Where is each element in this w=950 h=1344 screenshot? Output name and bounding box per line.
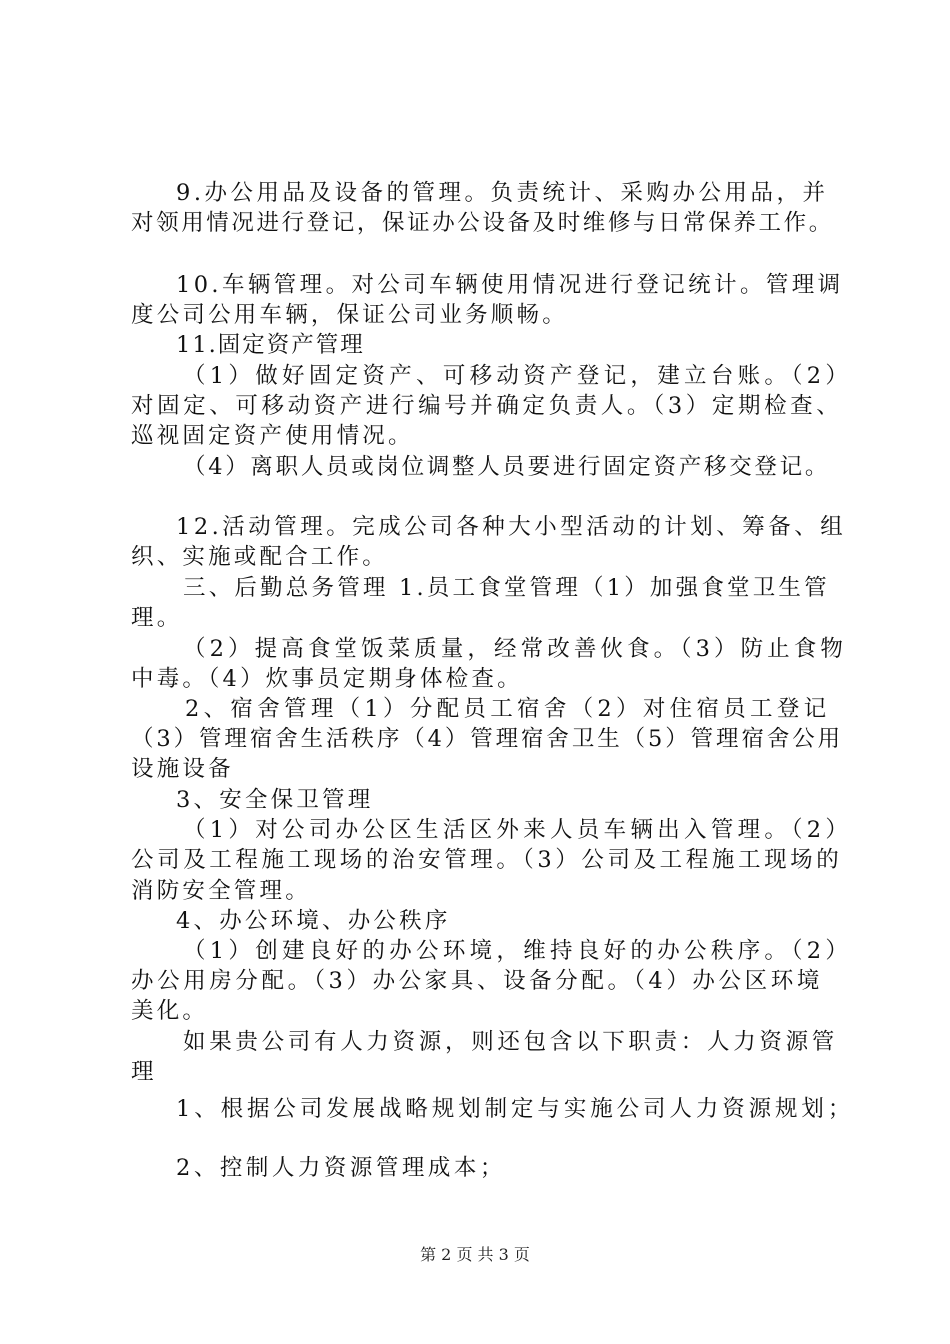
text-line: 美化。 xyxy=(131,998,209,1024)
text-line: 消防安全管理。 xyxy=(131,878,311,904)
text-line: 办公用房分配。（3）办公家具、设备分配。（4）办公区环境 xyxy=(131,968,823,994)
text-line: 4、办公环境、办公秩序 xyxy=(176,908,451,934)
text-line: 度公司公用车辆，保证公司业务顺畅。 xyxy=(131,302,568,328)
text-line: 11.固定资产管理 xyxy=(176,332,365,358)
text-line: 3、安全保卫管理 xyxy=(176,787,374,813)
text-line: 对领用情况进行登记，保证办公设备及时维修与日常保养工作。 xyxy=(131,210,834,236)
text-line: 1、根据公司发展战略规划制定与实施公司人力资源规划； xyxy=(176,1096,855,1122)
text-line: 对固定、可移动资产进行编号并确定负责人。（3）定期检查、 xyxy=(131,393,843,419)
text-line: 巡视固定资产使用情况。 xyxy=(131,423,414,449)
text-line: （1）创建良好的办公环境，维持良好的办公秩序。（2） xyxy=(183,938,853,964)
text-line: 12.活动管理。完成公司各种大小型活动的计划、筹备、组 xyxy=(176,514,847,540)
text-line: 2、宿舍管理（1）分配员工宿舍（2）对住宿员工登记 xyxy=(185,696,831,722)
text-line: （1）做好固定资产、可移动资产登记，建立台账。（2） xyxy=(183,363,853,389)
text-line: 织、实施或配合工作。 xyxy=(131,544,389,570)
text-line: 如果贵公司有人力资源，则还包含以下职责：人力资源管 xyxy=(183,1029,839,1055)
text-line: 9.办公用品及设备的管理。负责统计、采购办公用品，并 xyxy=(176,180,829,206)
text-line: （4）离职人员或岗位调整人员要进行固定资产移交登记。 xyxy=(183,454,831,480)
text-line: 三、后勤总务管理 1.员工食堂管理（1）加强食堂卫生管 xyxy=(183,575,830,601)
text-line: 公司及工程施工现场的治安管理。（3）公司及工程施工现场的 xyxy=(131,847,843,873)
page-footer: 第 2 页 共 3 页 xyxy=(420,1245,530,1264)
text-line: 理。 xyxy=(131,605,183,631)
text-line: （3）管理宿舍生活秩序（4）管理宿舍卫生（5）管理宿舍公用 xyxy=(131,726,844,752)
text-line: 2、控制人力资源管理成本； xyxy=(176,1155,506,1181)
text-line: 理 xyxy=(131,1059,157,1085)
text-line: 中毒。（4）炊事员定期身体检查。 xyxy=(131,666,523,692)
text-line: 10.车辆管理。对公司车辆使用情况进行登记统计。管理调 xyxy=(176,272,844,298)
text-line: （1）对公司办公区生活区外来人员车辆出入管理。（2） xyxy=(183,817,853,843)
text-line: （2）提高食堂饭菜质量，经常改善伙食。（3）防止食物 xyxy=(183,636,847,662)
text-line: 设施设备 xyxy=(131,756,234,782)
